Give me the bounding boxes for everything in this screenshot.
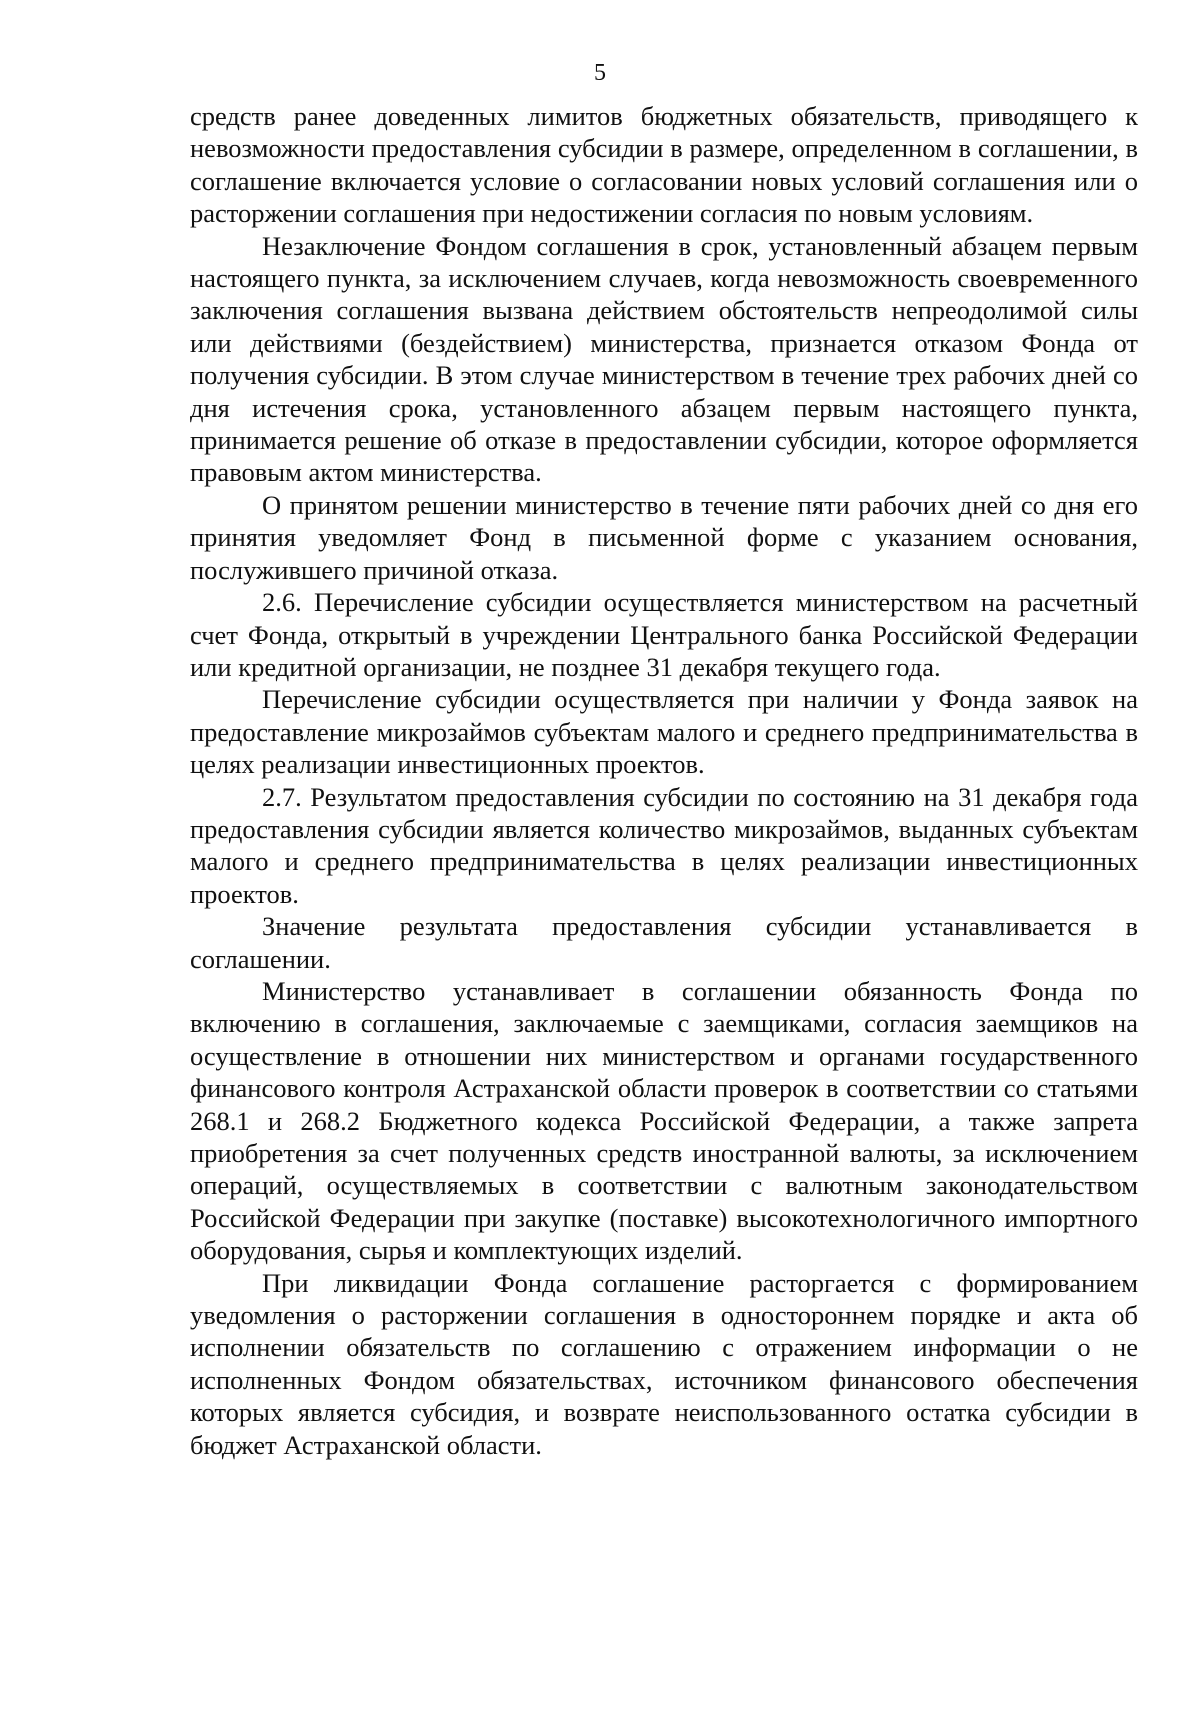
paragraph-9: При ликвидации Фонда соглашение расторгается с формированием уведомления о расторжении соглашения в одностороннем порядке и акта об исполнении обязательств по соглашению с отражением информации о не исполненных Фондом обязательствах, источником финансового обеспечения которых является субсидия, и возврате неиспользованного остатка субсидии в бюджет Астраханской области. — [190, 1267, 1138, 1460]
page-number: 5 — [594, 60, 606, 86]
paragraph-5: Перечисление субсидии осуществляется при наличии у Фонда заявок на предоставление микрозаймов субъектам малого и среднего предпринимательства в целях реализации инвестиционных проектов. — [190, 684, 1138, 780]
paragraph-7: Значение результата предоставления субсидии устанавливается в соглашении. — [190, 911, 1138, 974]
paragraph-2: Незаключение Фондом соглашения в срок, установленный абзацем первым настоящего пункта, за исключением случаев, когда невозможность своевременного заключения соглашения вызвана действием обстоятельств непреодолимой силы или действиями (бездействием) министерства, признается отказом Фонда от получения субсидии. В этом случае министерством в течение трех рабочих дней со дня истечения срока, установленного абзацем первым настоящего пункта, принимается решение об отказе в предоставлении субсидии, которое оформляется правовым актом министерства. — [190, 230, 1138, 488]
paragraph-4-section-2-6: 2.6. Перечисление субсидии осуществляется министерством на расчетный счет Фонда, открытый в учреждении Центрального банка Российской Федерации или кредитной организации, не позднее 31 декабря текущего года. — [190, 587, 1138, 682]
paragraph-1: средств ранее доведенных лимитов бюджетных обязательств, приводящего к невозможности предоставления субсидии в размере, определенном в соглашении, в соглашение включается условие о согласовании новых условий соглашения или о расторжении соглашения при недостижении согласия по новым условиям. — [190, 101, 1138, 229]
document-body — [190, 100, 1138, 1461]
paragraph-8: Министерство устанавливает в соглашении обязанность Фонда по включению в соглашения, заключаемые с заемщиками, согласия заемщиков на осуществление в отношении них министерством и органами государственного финансового контроля Астраханской области проверок в соответствии со статьями 268.1 и 268.2 Бюджетного кодекса Российской Федерации, а также запрета приобретения за счет полученных средств иностранной валюты, за исключением операций, осуществляемых в соответствии с валютным законодательством Российской Федерации при закупке (поставке) высокотехнологичного импортного оборудования, сырья и комплектующих изделий. — [190, 975, 1138, 1266]
paragraph-3: О принятом решении министерство в течение пяти рабочих дней со дня его принятия уведомляет Фонд в письменной форме с указанием основания, послужившего причиной отказа. — [190, 489, 1138, 585]
paragraph-6-section-2-7: 2.7. Результатом предоставления субсидии по состоянию на 31 декабря года предоставления субсидии является количество микрозаймов, выданных субъектам малого и среднего предпринимательства в целях реализации инвестиционных проектов. — [190, 781, 1138, 909]
